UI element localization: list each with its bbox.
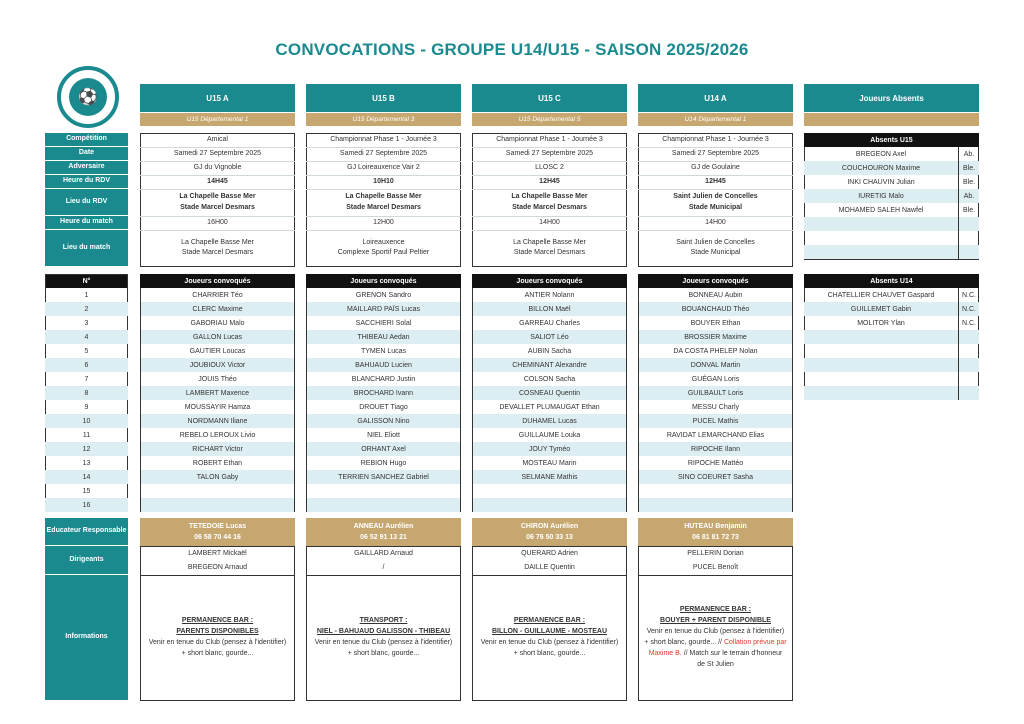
lieu-rdv-line: Stade Marcel Desmars [512,203,587,211]
heure-match-value: 14H00 [539,218,560,226]
absent-name [804,231,958,245]
informations-cell [140,576,295,700]
player-number: 9 [84,403,89,411]
player-row: JOUBIOUX Victor [141,358,294,372]
player-row: RIPOCHE Mattéo [687,459,744,467]
absent-row [804,231,979,245]
info-subtitle: NIEL - BAHUAUD GALISSON - THIBEAU [316,628,451,636]
row-divider [638,189,793,190]
lieu-match-value [306,232,461,264]
lieu-rdv-value [472,189,627,216]
educateur-phone: 06 81 81 72 73 [692,534,739,541]
player-row: AUBIN Sacha [527,347,572,355]
row-divider [306,175,461,176]
lieu-match-line: La Chapelle Basse Mer [513,238,586,246]
player-row [307,498,460,512]
absent-row [804,386,979,400]
player-number: 5 [84,347,89,355]
lieu-rdv-value [638,189,793,216]
row-divider [306,216,461,217]
label-date: Date [45,147,128,161]
player-row: BAHUAUD Lucien [307,358,460,372]
absent-row [804,161,979,175]
player-row: BOUANCHAUD Théo [639,302,792,316]
team-division: U14 Départemental 1 [638,113,793,126]
educateur-name: HUTEAU Benjamin [684,522,747,530]
player-row: JOUIS Théo [198,375,237,383]
player-number: 3 [84,319,89,327]
player-row: LAMBERT Maxence [141,386,294,400]
absents-header: Joueurs Absents [804,84,979,112]
row-divider [140,147,295,148]
player-row: TERRIEN SANCHEZ Gabriel [307,470,460,484]
lieu-match-value [638,232,793,264]
dirigeant-1: PELLERIN Dorian [687,549,744,557]
player-row: RIPOCHE Ilann [639,442,792,456]
absent-status [958,231,979,245]
dirigeant-1: QUERARD Adrien [521,549,578,557]
absent-row [804,358,979,372]
absent-row [804,245,979,259]
lieu-rdv-line: La Chapelle Basse Mer [511,193,588,200]
heure-match-value: 16H00 [207,218,228,226]
player-row: BROCHARD Ivann [307,386,460,400]
absent-name: INKI CHAUVIN Julian [847,178,915,186]
player-number: 11 [82,431,91,439]
player-number: 4 [45,330,128,344]
educateur-phone: 06 52 91 13 21 [360,534,407,541]
player-row: RAVIDAT LEMARCHAND Elias [666,431,765,439]
heure-match-value: 12H00 [373,218,394,226]
info-subtitle: BOUYER + PARENT DISPONIBLE [660,617,771,625]
player-row: DROUET Tiago [359,403,408,411]
info-title: PERMANENCE BAR : [181,617,254,625]
info-text-block [644,627,787,670]
lieu-match-line: Complexe Sportif Paul Peltier [337,249,430,256]
team-header: U14 A [638,84,793,112]
player-row: THIBEAU Aedan [307,330,460,344]
educateur-name: TETEDOIE Lucas [188,522,247,530]
row-divider [638,216,793,217]
absent-row [804,372,979,386]
player-row: PUCEL Mathis [639,414,792,428]
lieu-rdv-line: Stade Marcel Desmars [180,203,255,211]
player-row: JOUY Tyméo [473,442,626,456]
lieu-match-line: Stade Marcel Desmars [181,249,254,256]
player-row: COSNEAU Quentin [473,386,626,400]
date-value: Samedi 27 Septembre 2025 [505,149,594,157]
date-value: Samedi 27 Septembre 2025 [671,149,760,157]
absent-row [804,330,979,344]
player-row: RICHART Victor [141,442,294,456]
absent-status [958,330,979,344]
player-row: GUÉGAN Loris [691,375,740,383]
player-row: NORDMANN Iliane [141,414,294,428]
player-row: DEVALLET PLUMAUGAT Ethan [499,403,600,411]
player-row: GALISSON Nino [307,414,460,428]
absent-row [804,175,979,189]
player-row: REBION Hugo [360,459,407,467]
player-row: GARREAU Charles [519,319,580,327]
row-divider [140,175,295,176]
player-row: ORHANT Axel [307,442,460,456]
lieu-rdv-line: Stade Marcel Desmars [346,203,421,211]
player-number: 15 [82,487,91,495]
absent-status: N.C. [958,302,979,316]
player-row: GUILBAULT Loris [639,386,792,400]
absent-status [958,358,979,372]
football-icon: ⚽ [69,78,107,116]
player-row: BONNEAU Aubin [688,291,743,299]
row-divider [472,216,627,217]
educateur-cell [472,518,627,546]
player-row: CLERC Maxime [141,302,294,316]
info-text: Venir en tenue du Club (pensez à l'identifier) + short blanc, gourde... [148,639,287,657]
row-divider [140,230,295,231]
row-divider [306,230,461,231]
absent-status: N.C. [958,316,979,330]
players-header: Joueurs convoqués [472,274,627,288]
absent-status: Ble. [958,175,979,189]
player-row: TYMEN Lucas [360,347,407,355]
player-number: 14 [45,470,128,484]
info-title: TRANSPORT : [359,617,408,625]
lieu-match-line: Loireauxence [362,238,405,246]
heure-rdv-value: 14H45 [207,177,228,185]
absent-name [804,217,958,231]
player-row [141,498,294,512]
heure-match-value: 14H00 [705,218,726,226]
date-value: Samedi 27 Septembre 2025 [339,149,428,157]
team-header: U15 A [140,84,295,112]
row-divider [638,230,793,231]
label-educateur: Educateur Responsable [45,518,128,546]
heure-rdv-value: 10H10 [373,177,394,185]
absent-row [804,203,979,217]
absent-status: Ble. [958,203,979,217]
competition-value: Championnat Phase 1 - Journée 3 [496,135,603,143]
row-divider [472,147,627,148]
label-adversaire: Adversaire [45,161,128,175]
label-lieu-match: Lieu du match [45,230,128,267]
player-row: BLANCHARD Justin [351,375,416,383]
player-row: TALON Gaby [141,470,294,484]
absent-status [958,372,979,386]
row-divider [306,161,461,162]
player-row: DA COSTA PHELEP Nolan [673,347,758,355]
absent-row [804,316,979,330]
adversaire-value: LLOSC 2 [535,163,564,171]
player-row: MAILLARD PAÏS Lucas [307,302,460,316]
lieu-rdv-line: Saint Julien de Concelles [673,193,758,200]
player-row: GUILLAUME Louka [518,431,581,439]
competition-value: Amical [206,135,228,143]
player-row: SALIOT Léo [473,330,626,344]
label-heure-rdv: Heure du RDV [45,175,128,189]
player-row [141,484,294,498]
row-divider [306,147,461,148]
player-number: 10 [45,414,128,428]
absent-name [804,386,958,400]
dirigeant-2: BREGEON Arnaud [187,563,248,571]
dirigeant-1: GAILLARD Arnaud [354,549,413,557]
row-divider [472,230,627,231]
player-row: ROBERT Ethan [192,459,243,467]
educateur-cell [140,518,295,546]
info-text: Venir en tenue du Club (pensez à l'identifier) + short blanc, gourde... [314,639,453,657]
heure-rdv-value: 12H45 [705,177,726,185]
info-text: Venir en tenue du Club (pensez à l'identifier) + short blanc, gourde... // [644,628,785,646]
lieu-match-value [472,232,627,264]
player-row: SINO COEURET Sasha [639,470,792,484]
adversaire-value: GJ du Vignoble [193,163,242,171]
player-row: GRENON Sandro [355,291,412,299]
educateur-cell [638,518,793,546]
player-row: GABORIAU Malo [190,319,245,327]
absent-name: GUILLEMET Gabin [850,305,912,313]
player-number: 8 [45,386,128,400]
row-divider [140,161,295,162]
player-row [473,498,626,512]
player-row: SACCHIERI Solal [355,319,412,327]
lieu-match-line: Saint Julien de Concelles [676,238,755,246]
absent-name [804,245,958,259]
absent-status: Ble. [958,161,979,175]
lieu-match-line: La Chapelle Basse Mer [181,238,254,246]
absent-status [958,386,979,400]
players-header: Joueurs convoqués [306,274,461,288]
player-row: BROSSIER Maxime [639,330,792,344]
absents-sub [804,113,979,126]
row-divider [472,161,627,162]
player-row: GALLON Lucas [141,330,294,344]
row-divider [306,189,461,190]
info-text-block [478,638,621,660]
absent-name: BREGEON Axel [855,150,907,158]
competition-value: Championnat Phase 1 - Journée 3 [330,135,437,143]
absent-row [804,302,979,316]
heure-rdv-value: 12H45 [539,177,560,185]
lieu-rdv-line: La Chapelle Basse Mer [179,193,256,200]
info-title: PERMANENCE BAR : [679,606,752,614]
informations-cell [472,576,627,700]
educateur-phone: 06 58 70 44 16 [194,534,241,541]
player-number: 6 [45,358,128,372]
educateur-cell [306,518,461,546]
absent-status: Ab. [958,189,979,203]
date-value: Samedi 27 Septembre 2025 [173,149,262,157]
label-heure-match: Heure du match [45,216,128,230]
player-row: MESSU Charly [691,403,740,411]
absent-row [804,288,979,302]
dirigeant-2: DAILLE Quentin [524,563,575,571]
player-row: NIEL Eliott [367,431,400,439]
player-row: MOUSSAYIR Hamza [184,403,251,411]
player-row: COLSON Sacha [523,375,576,383]
label-dirigeants: Dirigeants [45,546,128,575]
lieu-match-value [140,232,295,264]
info-title: PERMANENCE BAR : [513,617,586,625]
player-number: 16 [45,498,128,512]
informations-cell [306,576,461,700]
player-row: GAUTIER Loucas [189,347,246,355]
label-lieu-rdv: Lieu du RDV [45,189,128,216]
lieu-rdv-line: La Chapelle Basse Mer [345,193,422,200]
player-row [473,484,626,498]
lieu-rdv-line: Stade Municipal [688,203,743,211]
player-number: 13 [82,459,91,467]
informations-cell [638,576,793,700]
player-row [639,484,792,498]
absent-name [804,372,958,386]
absents-u15-title: Absents U15 [804,133,979,147]
absent-name: CHATELLIER CHAUVET Gaspard [827,291,935,299]
absent-name: MOHAMED SALEH Nawfel [838,206,924,214]
absent-name [804,344,958,358]
info-text-block [146,638,289,660]
dirigeant-1: LAMBERT Mickaël [188,549,247,557]
player-row: BOUYER Ethan [690,319,741,327]
row-divider [140,189,295,190]
player-row: DUHAMEL Lucas [473,414,626,428]
row-divider [638,147,793,148]
absent-name [804,330,958,344]
player-row: BILLON Maël [473,302,626,316]
dirigeant-2: / [382,563,385,571]
educateur-phone: 06 76 50 33 13 [526,534,573,541]
num-header: N° [45,274,128,288]
player-number: 7 [84,375,89,383]
absent-name [804,358,958,372]
dirigeant-2: PUCEL Benoît [692,563,739,571]
info-text-2: // Match sur le terrain d'honneur de St Julien [683,649,783,668]
team-division: U15 Départemental 1 [140,113,295,126]
absent-status: Ab. [958,147,979,161]
row-divider [638,161,793,162]
player-row [307,484,460,498]
player-row: ANTIER Nolann [524,291,575,299]
absents-u14-title: Absents U14 [804,274,979,288]
lieu-rdv-value [306,189,461,216]
player-row: MOSTEAU Marin [522,459,577,467]
absent-name: MOLITOR Ylan [857,319,905,327]
player-row: CHARRIER Téo [192,291,243,299]
info-subtitle: PARENTS DISPONIBLES [176,628,259,636]
player-row: CHEMINANT Alexandre [473,358,626,372]
absent-status [958,245,979,259]
info-text-block [312,638,455,660]
lieu-match-line: Stade Marcel Desmars [513,249,586,256]
absent-name: COUCHOURON Maxime [841,164,921,172]
players-header: Joueurs convoqués [638,274,793,288]
players-header: Joueurs convoqués [140,274,295,288]
lieu-match-line: Stade Municipal [690,249,741,256]
player-row: REBELO LEROUX Livio [179,431,256,439]
adversaire-value: GJ Loireauxence Vair 2 [347,163,420,171]
team-division: U15 Départemental 3 [306,113,461,126]
team-header: U15 C [472,84,627,112]
team-division: U15 Départemental 5 [472,113,627,126]
absent-row [804,189,979,203]
row-divider [472,189,627,190]
row-divider [140,216,295,217]
educateur-name: CHIRON Aurélien [520,522,579,530]
absent-status [958,217,979,231]
player-number: 12 [45,442,128,456]
label-competition: Compétition [45,133,128,147]
player-row: DONVAL Martin [639,358,792,372]
absent-status [958,344,979,358]
club-logo [57,66,119,128]
player-row: SELMANE Mathis [473,470,626,484]
competition-value: Championnat Phase 1 - Journée 3 [662,135,769,143]
label-informations: Informations [45,575,128,701]
absent-status: N.C. [958,288,979,302]
lieu-rdv-value [140,189,295,216]
team-header: U15 B [306,84,461,112]
player-number: 1 [84,291,89,299]
absent-row [804,344,979,358]
educateur-name: ANNEAU Aurélien [353,522,414,530]
info-subtitle: BILLON - GUILLAUME - MOSTEAU [491,628,608,636]
info-red-text: Collation prévue par Maxime B. [648,639,787,657]
player-number: 2 [45,302,128,316]
row-divider [638,175,793,176]
player-row [639,498,792,512]
absent-row [804,217,979,231]
adversaire-value: GJ de Goulaine [691,163,740,171]
absent-row [804,147,979,161]
row-divider [472,175,627,176]
info-text: Venir en tenue du Club (pensez à l'identifier) + short blanc, gourde... [480,639,619,657]
page-title: CONVOCATIONS - GROUPE U14/U15 - SAISON 2025/2026 [275,40,749,59]
absent-name: IURETIG Malo [858,192,904,200]
